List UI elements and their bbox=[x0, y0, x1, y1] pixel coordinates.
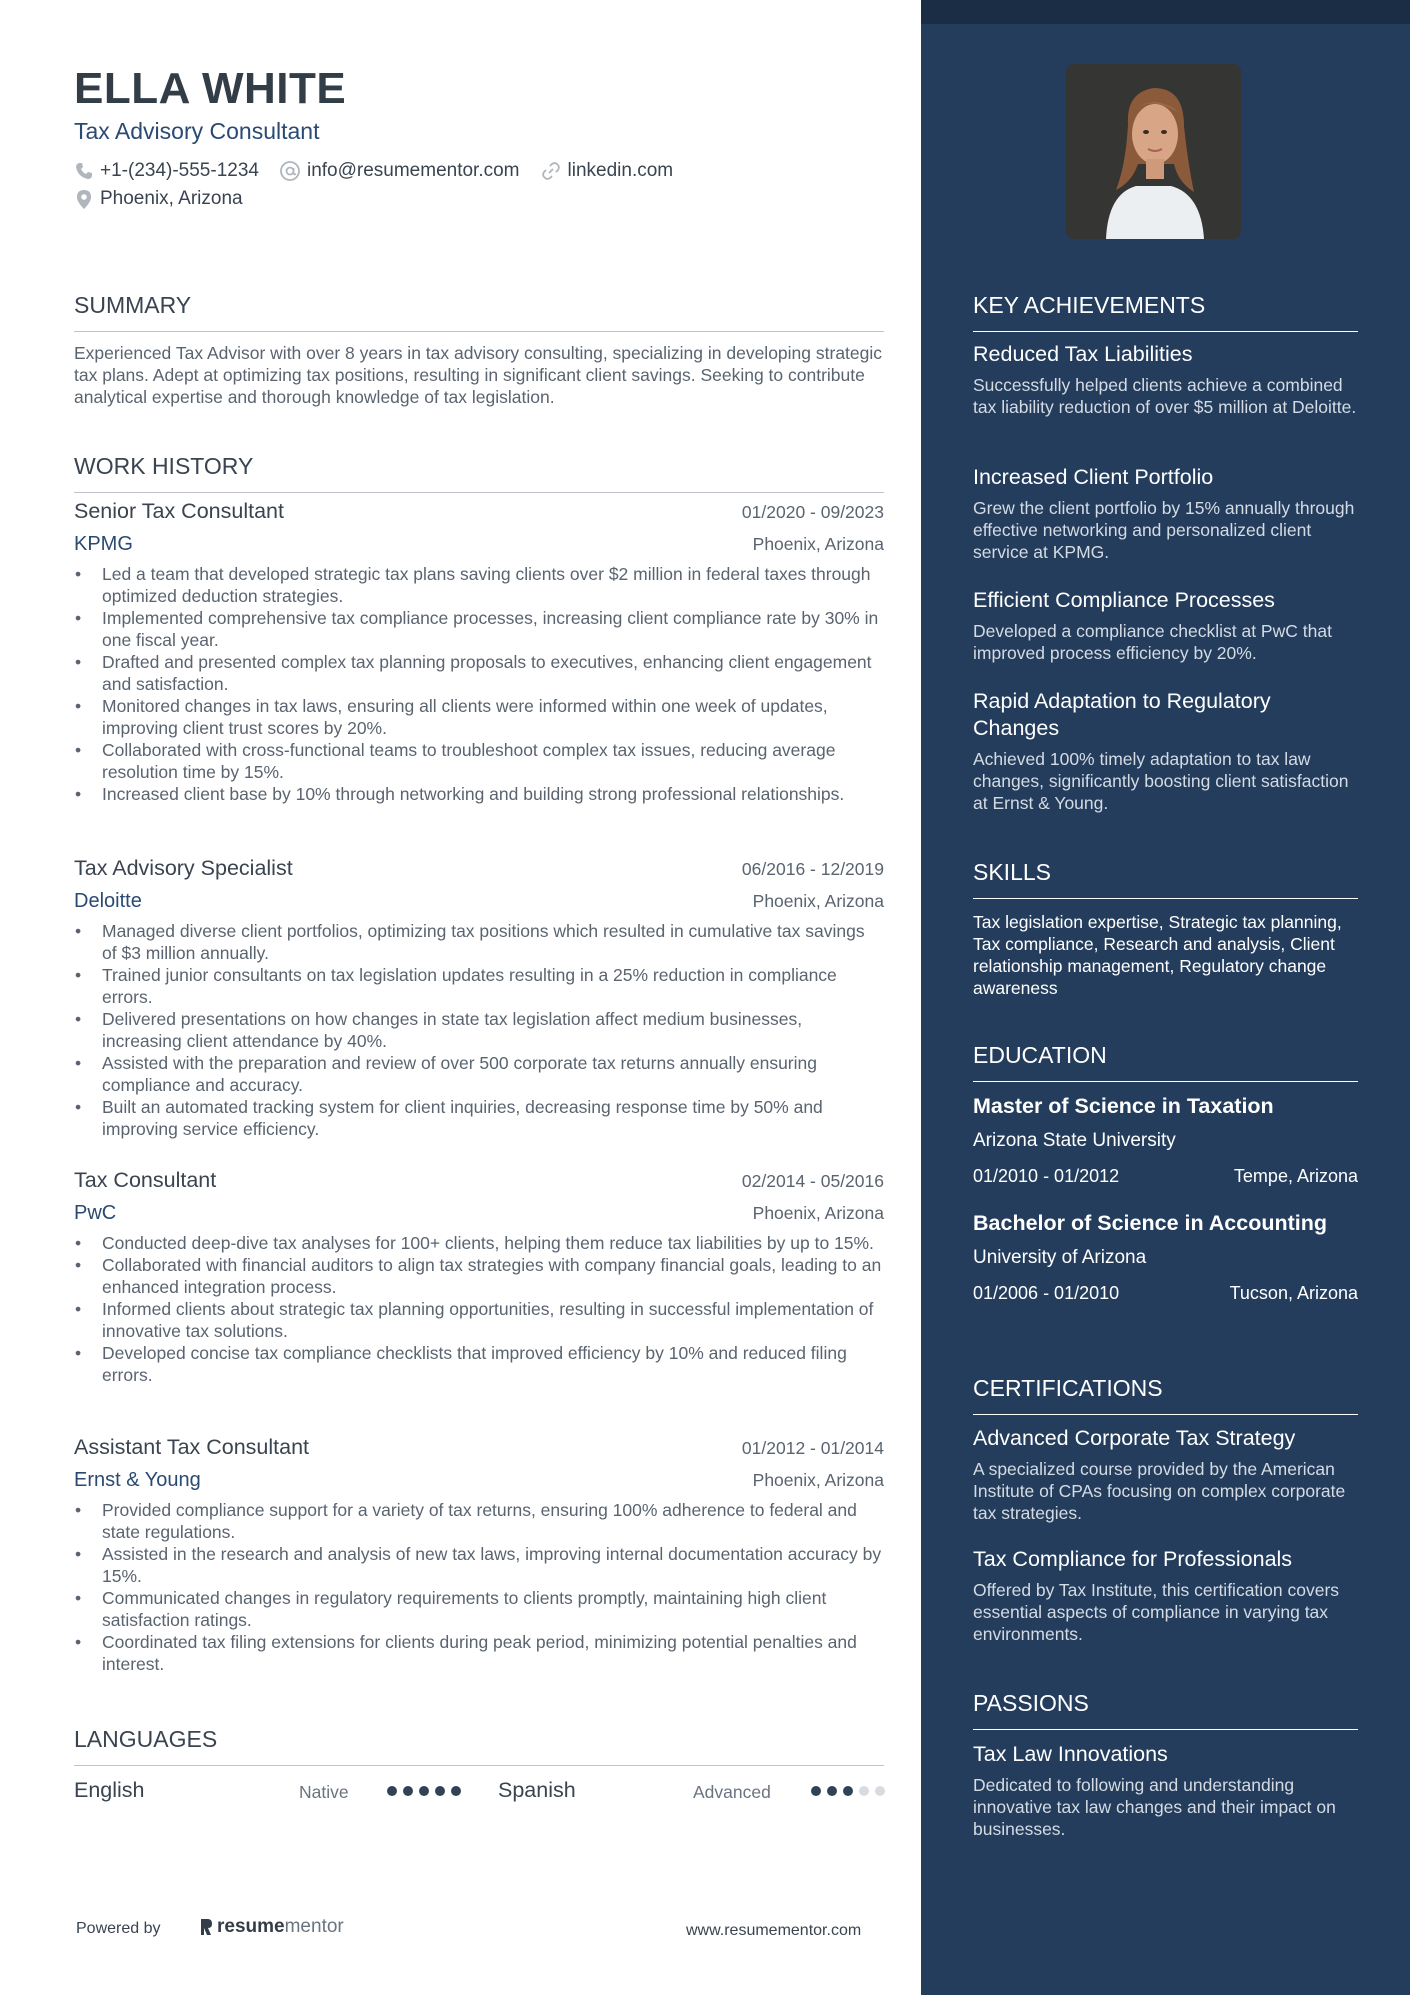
achievement-text: Developed a compliance checklist at PwC that improved process efficiency by 20%. bbox=[973, 621, 1332, 663]
contact-row-2 bbox=[74, 188, 263, 210]
contact-phone bbox=[74, 160, 259, 182]
contact-linkedin[interactable] bbox=[540, 160, 674, 182]
bullet-item: • Implemented comprehensive tax compliance processes, increasing client compliance rate by 30% in one fiscal year. bbox=[74, 607, 884, 651]
education-school: Arizona State University bbox=[973, 1130, 1176, 1151]
skills-block bbox=[973, 905, 1358, 999]
education-location: Tempe, Arizona bbox=[1233, 1166, 1358, 1186]
job-location: Phoenix, Arizona bbox=[752, 534, 884, 554]
passion-title: Tax Law Innovations bbox=[973, 1742, 1168, 1766]
bullet-item: • Collaborated with financial auditors to align tax strategies with company financial goals, leading to an enhanced integration process. bbox=[74, 1254, 884, 1298]
job-bullets bbox=[74, 1499, 884, 1675]
education-school: University of Arizona bbox=[973, 1247, 1147, 1268]
bullet-item: • Assisted with the preparation and review of over 500 corporate tax returns annually ensuring compliance and accuracy. bbox=[74, 1052, 884, 1096]
rating-dot bbox=[387, 1786, 397, 1796]
language-rating bbox=[387, 1786, 467, 1796]
contact-email[interactable] bbox=[279, 160, 520, 182]
work-history-heading: WORK HISTORY bbox=[74, 453, 884, 493]
language-name: Spanish bbox=[498, 1778, 576, 1802]
resumementor-logo[interactable] bbox=[198, 1916, 344, 1938]
email-text[interactable]: info@resumementor.com bbox=[306, 160, 520, 181]
at-icon bbox=[279, 160, 301, 182]
certifications-heading: CERTIFICATIONS bbox=[973, 1375, 1358, 1415]
rating-dot bbox=[843, 1786, 853, 1796]
bullet-item: • Collaborated with cross-functional teams to troubleshoot complex tax issues, reducing average resolution time by 15%. bbox=[74, 739, 884, 783]
job-title: Tax Consultant bbox=[74, 1168, 217, 1192]
achievement-item bbox=[973, 688, 1358, 814]
job-dates: 02/2014 - 05/2016 bbox=[741, 1171, 884, 1191]
education-location: Tucson, Arizona bbox=[1229, 1283, 1358, 1303]
job-entry bbox=[74, 856, 884, 1140]
language-name: English bbox=[74, 1778, 145, 1802]
rating-dot bbox=[811, 1786, 821, 1796]
education-heading: EDUCATION bbox=[973, 1042, 1358, 1082]
link-icon bbox=[540, 160, 562, 182]
job-title: Assistant Tax Consultant bbox=[74, 1435, 310, 1459]
phone-icon bbox=[74, 161, 94, 181]
certification-title: Advanced Corporate Tax Strategy bbox=[973, 1426, 1296, 1450]
profile-photo bbox=[1066, 64, 1241, 239]
certification-item bbox=[973, 1425, 1358, 1524]
language-level: Native bbox=[299, 1782, 349, 1802]
sidebar-top-band bbox=[921, 0, 1410, 24]
job-title: Senior Tax Consultant bbox=[74, 499, 284, 523]
candidate-title: Tax Advisory Consultant bbox=[74, 118, 320, 144]
logo-light: mentor bbox=[284, 1916, 344, 1937]
bullet-item: • Trained junior consultants on tax legislation updates resulting in a 25% reduction in compliance errors. bbox=[74, 964, 884, 1008]
bullet-item: • Monitored changes in tax laws, ensuring all clients were informed within one week of updates, improving client trust scores by 20%. bbox=[74, 695, 884, 739]
job-entry bbox=[74, 1168, 884, 1386]
job-company: Ernst & Young bbox=[74, 1469, 201, 1491]
achievement-title: Reduced Tax Liabilities bbox=[973, 342, 1193, 366]
language-level: Advanced bbox=[693, 1782, 771, 1802]
phone-text: +1-(234)-555-1234 bbox=[100, 160, 259, 181]
job-dates: 01/2020 - 09/2023 bbox=[741, 502, 884, 522]
rating-dot bbox=[875, 1786, 885, 1796]
rating-dot bbox=[827, 1786, 837, 1796]
job-title: Tax Advisory Specialist bbox=[74, 856, 293, 880]
achievement-text: Achieved 100% timely adaptation to tax law changes, significantly boosting client satisfaction at Ernst & Young. bbox=[973, 749, 1349, 813]
job-bullets bbox=[74, 1232, 884, 1386]
certification-item bbox=[973, 1546, 1358, 1645]
rating-dot bbox=[419, 1786, 429, 1796]
achievements-heading: KEY ACHIEVEMENTS bbox=[973, 292, 1358, 332]
certification-text: A specialized course provided by the American Institute of CPAs focusing on complex corporate tax strategies. bbox=[973, 1459, 1346, 1523]
bullet-item: • Increased client base by 10% through networking and building strong professional relationships. bbox=[74, 783, 884, 805]
summary-text: Experienced Tax Advisor with over 8 years in tax advisory consulting, specializing in developing strategic tax plans. Adept at optimizing tax positions, resulting in significant client savings. Seeking to contribute analytical expertise and thorough knowledge of tax legislation. bbox=[74, 343, 883, 407]
sidebar bbox=[921, 0, 1410, 1995]
passion-item bbox=[973, 1741, 1358, 1840]
bullet-item: • Conducted deep-dive tax analyses for 100+ clients, helping them reduce tax liabilities by up to 15%. bbox=[74, 1232, 884, 1254]
passion-text: Dedicated to following and understanding innovative tax law changes and their impact on businesses. bbox=[973, 1775, 1336, 1839]
powered-by: Powered by bbox=[76, 1920, 161, 1937]
languages-heading: LANGUAGES bbox=[74, 1726, 884, 1766]
job-dates: 01/2012 - 01/2014 bbox=[741, 1438, 884, 1458]
bullet-item: • Delivered presentations on how changes in state tax legislation affect medium businesses, increasing client attendance by 40%. bbox=[74, 1008, 884, 1052]
achievement-title: Efficient Compliance Processes bbox=[973, 588, 1275, 612]
location-pin-icon bbox=[74, 188, 94, 210]
job-dates: 06/2016 - 12/2019 bbox=[741, 859, 884, 879]
job-company: PwC bbox=[74, 1202, 117, 1224]
bullet-item: • Led a team that developed strategic tax plans saving clients over $2 million in federal taxes through optimized deduction strategies. bbox=[74, 563, 884, 607]
job-bullets bbox=[74, 563, 884, 805]
achievement-item bbox=[973, 341, 1358, 418]
certification-title: Tax Compliance for Professionals bbox=[973, 1547, 1293, 1571]
bullet-item: • Coordinated tax filing extensions for clients during peak period, minimizing potential penalties and interest. bbox=[74, 1631, 884, 1675]
education-item bbox=[973, 1093, 1358, 1187]
job-company: Deloitte bbox=[74, 890, 142, 912]
job-entry bbox=[74, 1435, 884, 1675]
certification-text: Offered by Tax Institute, this certification covers essential aspects of compliance in varying tax environments. bbox=[973, 1580, 1340, 1644]
bullet-item: • Managed diverse client portfolios, optimizing tax positions which resulted in cumulative tax savings of $3 million annually. bbox=[74, 920, 884, 964]
rating-dot bbox=[435, 1786, 445, 1796]
rating-dot bbox=[403, 1786, 413, 1796]
bullet-item: • Assisted in the research and analysis of new tax laws, improving internal documentation accuracy by 15%. bbox=[74, 1543, 884, 1587]
achievement-title: Increased Client Portfolio bbox=[973, 465, 1214, 489]
achievement-item bbox=[973, 464, 1358, 563]
job-bullets bbox=[74, 920, 884, 1140]
summary-heading: SUMMARY bbox=[74, 292, 884, 332]
logo-bold: resume bbox=[217, 1916, 285, 1937]
passions-heading: PASSIONS bbox=[973, 1690, 1358, 1730]
education-dates: 01/2010 - 01/2012 bbox=[973, 1166, 1120, 1186]
education-degree: Bachelor of Science in Accounting bbox=[973, 1211, 1328, 1235]
skills-heading: SKILLS bbox=[973, 859, 1358, 899]
candidate-name: ELLA WHITE bbox=[74, 64, 347, 113]
linkedin-text[interactable]: linkedin.com bbox=[567, 160, 674, 181]
logo-mark-icon bbox=[198, 1917, 214, 1937]
education-dates: 01/2006 - 01/2010 bbox=[973, 1283, 1120, 1303]
achievement-text: Successfully helped clients achieve a combined tax liability reduction of over $5 million at Deloitte. bbox=[973, 375, 1357, 417]
bullet-item: • Communicated changes in regulatory requirements to clients promptly, maintaining high client satisfaction ratings. bbox=[74, 1587, 884, 1631]
bullet-item: • Developed concise tax compliance checklists that improved efficiency by 10% and reduced filing errors. bbox=[74, 1342, 884, 1386]
bullet-item: • Informed clients about strategic tax planning opportunities, resulting in successful implementation of innovative tax solutions. bbox=[74, 1298, 884, 1342]
bullet-item: • Drafted and presented complex tax planning proposals to executives, enhancing client engagement and satisfaction. bbox=[74, 651, 884, 695]
footer-url[interactable]: www.resumementor.com bbox=[686, 1922, 862, 1939]
portrait-image bbox=[1066, 64, 1241, 239]
bullet-item: • Built an automated tracking system for client inquiries, decreasing response time by 50% and improving service efficiency. bbox=[74, 1096, 884, 1140]
bullet-item: • Provided compliance support for a variety of tax returns, ensuring 100% adherence to federal and state regulations. bbox=[74, 1499, 884, 1543]
rating-dot bbox=[451, 1786, 461, 1796]
achievement-item bbox=[973, 587, 1358, 664]
job-location: Phoenix, Arizona bbox=[752, 1470, 884, 1490]
achievement-text: Grew the client portfolio by 15% annually through effective networking and personalized client service at KPMG. bbox=[973, 498, 1355, 562]
languages-row bbox=[74, 1778, 884, 1808]
language-rating bbox=[811, 1786, 891, 1796]
job-location: Phoenix, Arizona bbox=[752, 1203, 884, 1223]
education-item bbox=[973, 1210, 1358, 1304]
skills-text: Tax legislation expertise, Strategic tax planning, Tax compliance, Research and analysis, Client relationship management, Regulatory change awareness bbox=[973, 912, 1342, 998]
contact-location bbox=[74, 188, 243, 210]
location-text: Phoenix, Arizona bbox=[100, 188, 243, 209]
rating-dot bbox=[859, 1786, 869, 1796]
job-location: Phoenix, Arizona bbox=[752, 891, 884, 911]
education-degree: Master of Science in Taxation bbox=[973, 1094, 1274, 1118]
job-entry bbox=[74, 499, 884, 805]
contact-row bbox=[74, 160, 693, 182]
job-company: KPMG bbox=[74, 533, 133, 555]
achievement-title: Rapid Adaptation to Regulatory Changes bbox=[973, 689, 1271, 740]
